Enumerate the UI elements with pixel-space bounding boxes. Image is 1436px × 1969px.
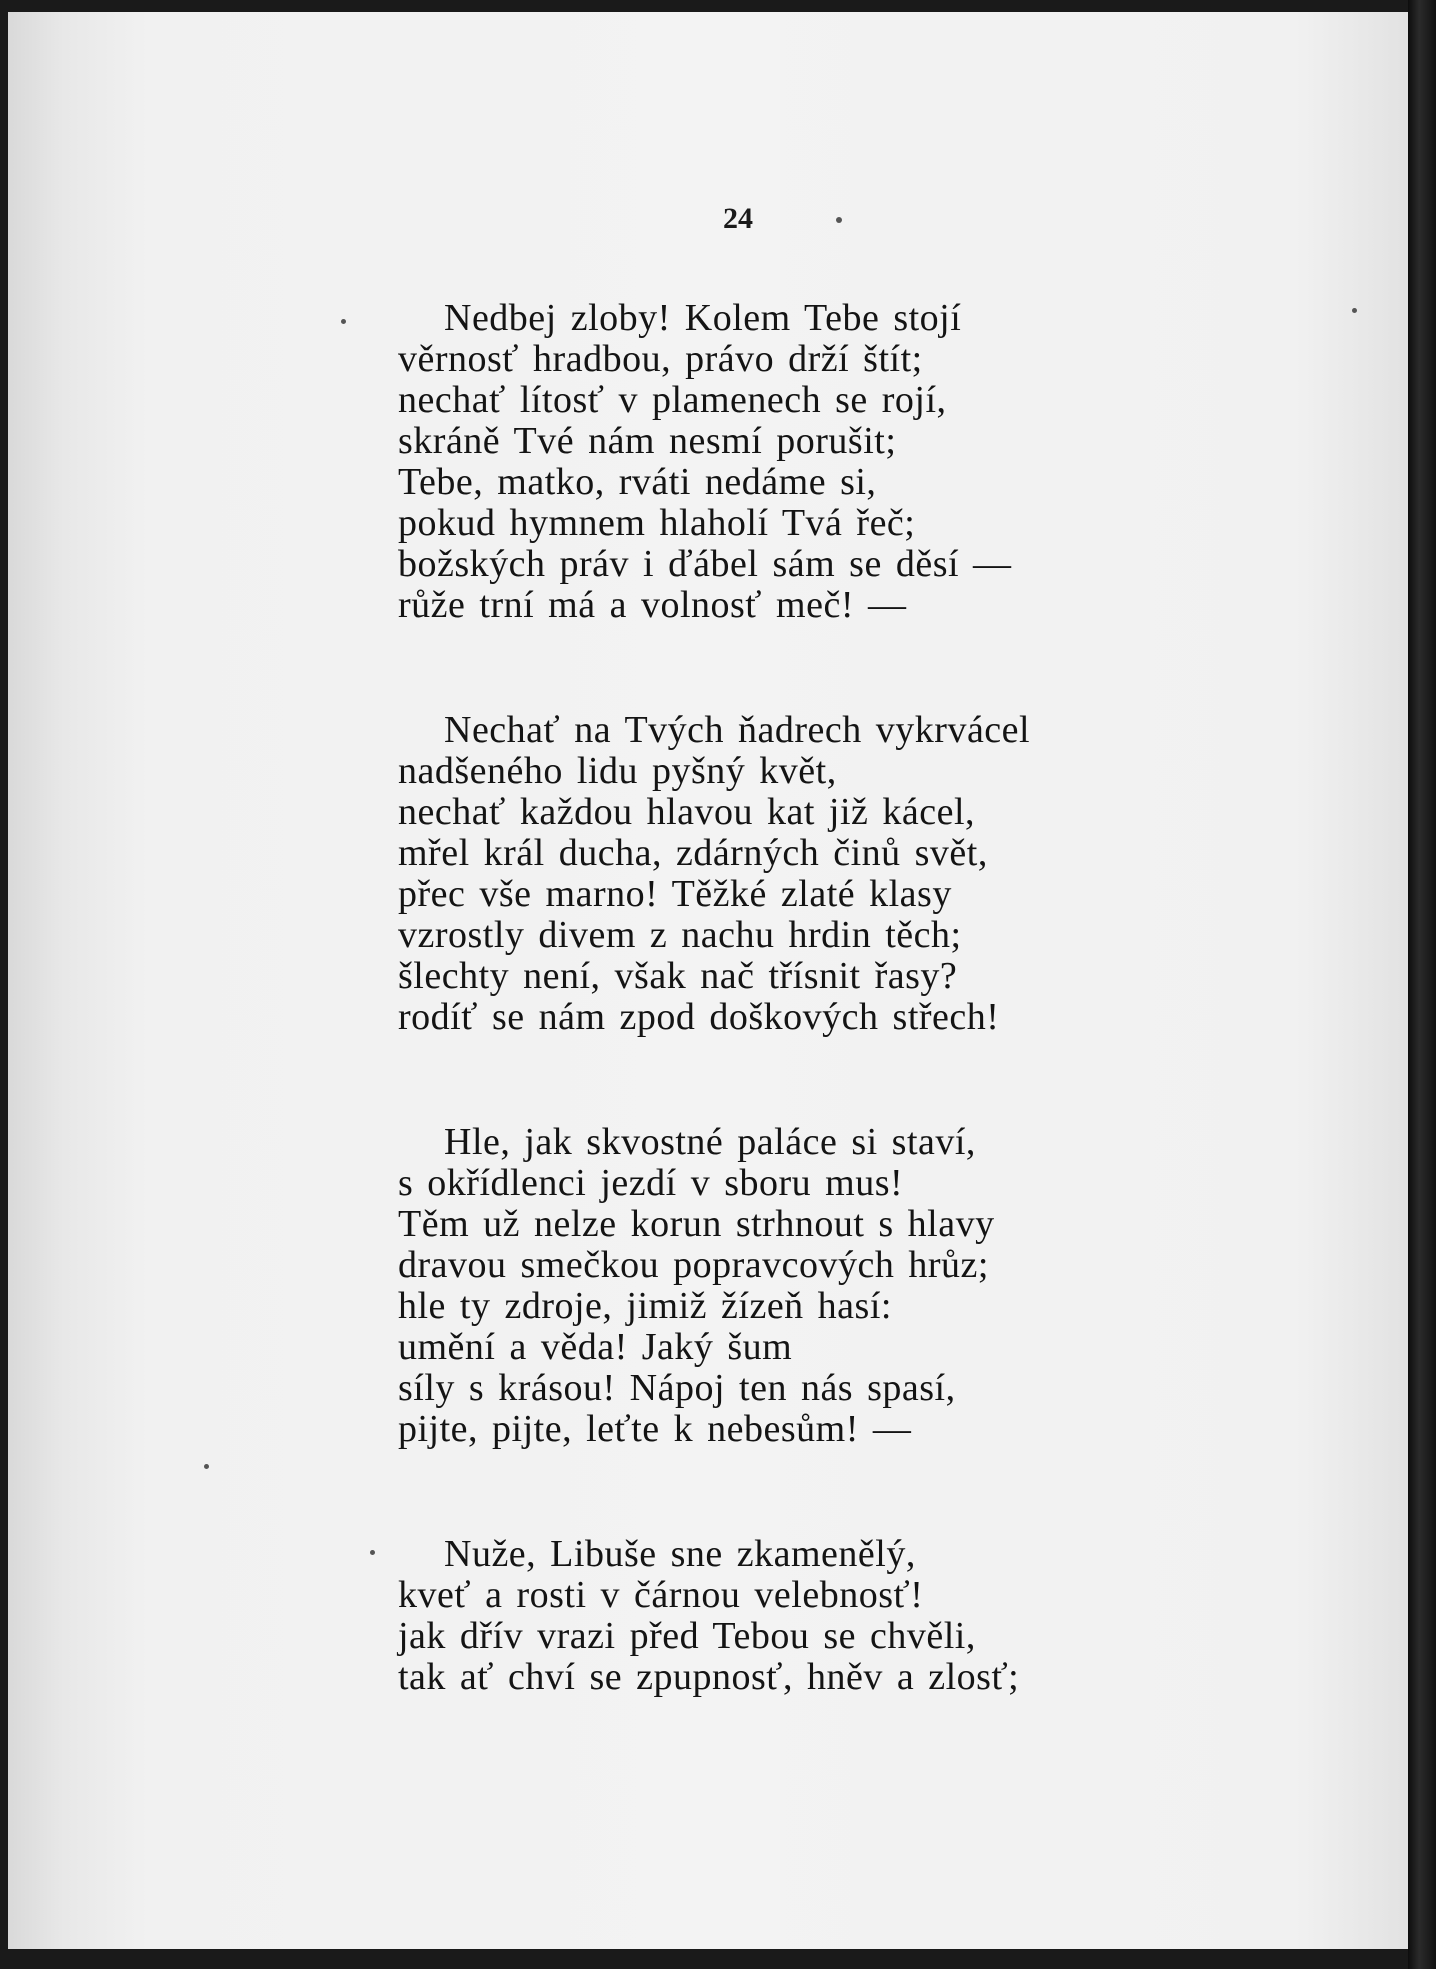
poem-line: šlechty není, však nač třísnit řasy? (398, 955, 958, 997)
stanza-2 (398, 710, 1158, 1038)
poem-line: Nechať na Tvých ňadrech vykrvácel (444, 709, 1031, 751)
paper-speck (370, 1550, 375, 1555)
poem-line: Nuže, Libuše sne zkamenělý, (444, 1533, 916, 1575)
poem-line: nechať každou hlavou kat již kácel, (398, 791, 976, 833)
poem-line: nechať lítosť v plamenech se rojí, (398, 379, 947, 421)
poem-line: skráně Tvé nám nesmí porušit; (398, 420, 897, 462)
paper-speck (1352, 308, 1357, 313)
poem-line: tak ať chví se zpupnosť, hněv a zlosť; (398, 1656, 1020, 1698)
poem-line: síly s krásou! Nápoj ten nás spasí, (398, 1367, 956, 1409)
poem-line: božských práv i ďábel sám se děsí — (398, 543, 1012, 585)
book-page (8, 12, 1408, 1949)
page-number: 24 (723, 202, 753, 235)
poem-line: nadšeného lidu pyšný květ, (398, 750, 837, 792)
poem (398, 298, 1158, 1698)
poem-line: rodíť se nám zpod doškových střech! (398, 996, 1000, 1038)
paper-speck (341, 319, 346, 324)
poem-line: kveť a rosti v čárnou velebnosť! (398, 1574, 924, 1616)
poem-line: hle ty zdroje, jimiž žízeň hasí: (398, 1285, 892, 1327)
stanza-3 (398, 1122, 1158, 1450)
poem-line: přec vše marno! Těžké zlaté klasy (398, 873, 952, 915)
poem-line: Nedbej zloby! Kolem Tebe stojí (444, 297, 962, 339)
paper-speck (836, 217, 842, 223)
poem-line: vzrostly divem z nachu hrdin těch; (398, 914, 962, 956)
poem-line: mřel král ducha, zdárných činů svět, (398, 832, 988, 874)
poem-line: jak dřív vrazi před Tebou se chvěli, (398, 1615, 976, 1657)
poem-line: růže trní má a volnosť meč! — (398, 584, 907, 626)
poem-line: s okřídlenci jezdí v sboru mus! (398, 1162, 904, 1204)
poem-line: pokud hymnem hlaholí Tvá řeč; (398, 502, 916, 544)
poem-line: Tebe, matko, rváti nedáme si, (398, 461, 877, 503)
poem-line: dravou smečkou popravcových hrůz; (398, 1244, 989, 1286)
page-edge-shadow (1408, 0, 1436, 1969)
stanza-4 (398, 1534, 1158, 1698)
poem-line: Těm už nelze korun strhnout s hlavy (398, 1203, 995, 1245)
stanza-1 (398, 298, 1158, 626)
poem-line: Hle, jak skvostné paláce si staví, (444, 1121, 976, 1163)
paper-speck (204, 1464, 209, 1469)
poem-line: umění a věda! Jaký šum (398, 1326, 793, 1368)
poem-line: pijte, pijte, lеťte k nebesům! — (398, 1408, 912, 1450)
poem-line: věrnosť hradbou, právo drží štít; (398, 338, 923, 380)
